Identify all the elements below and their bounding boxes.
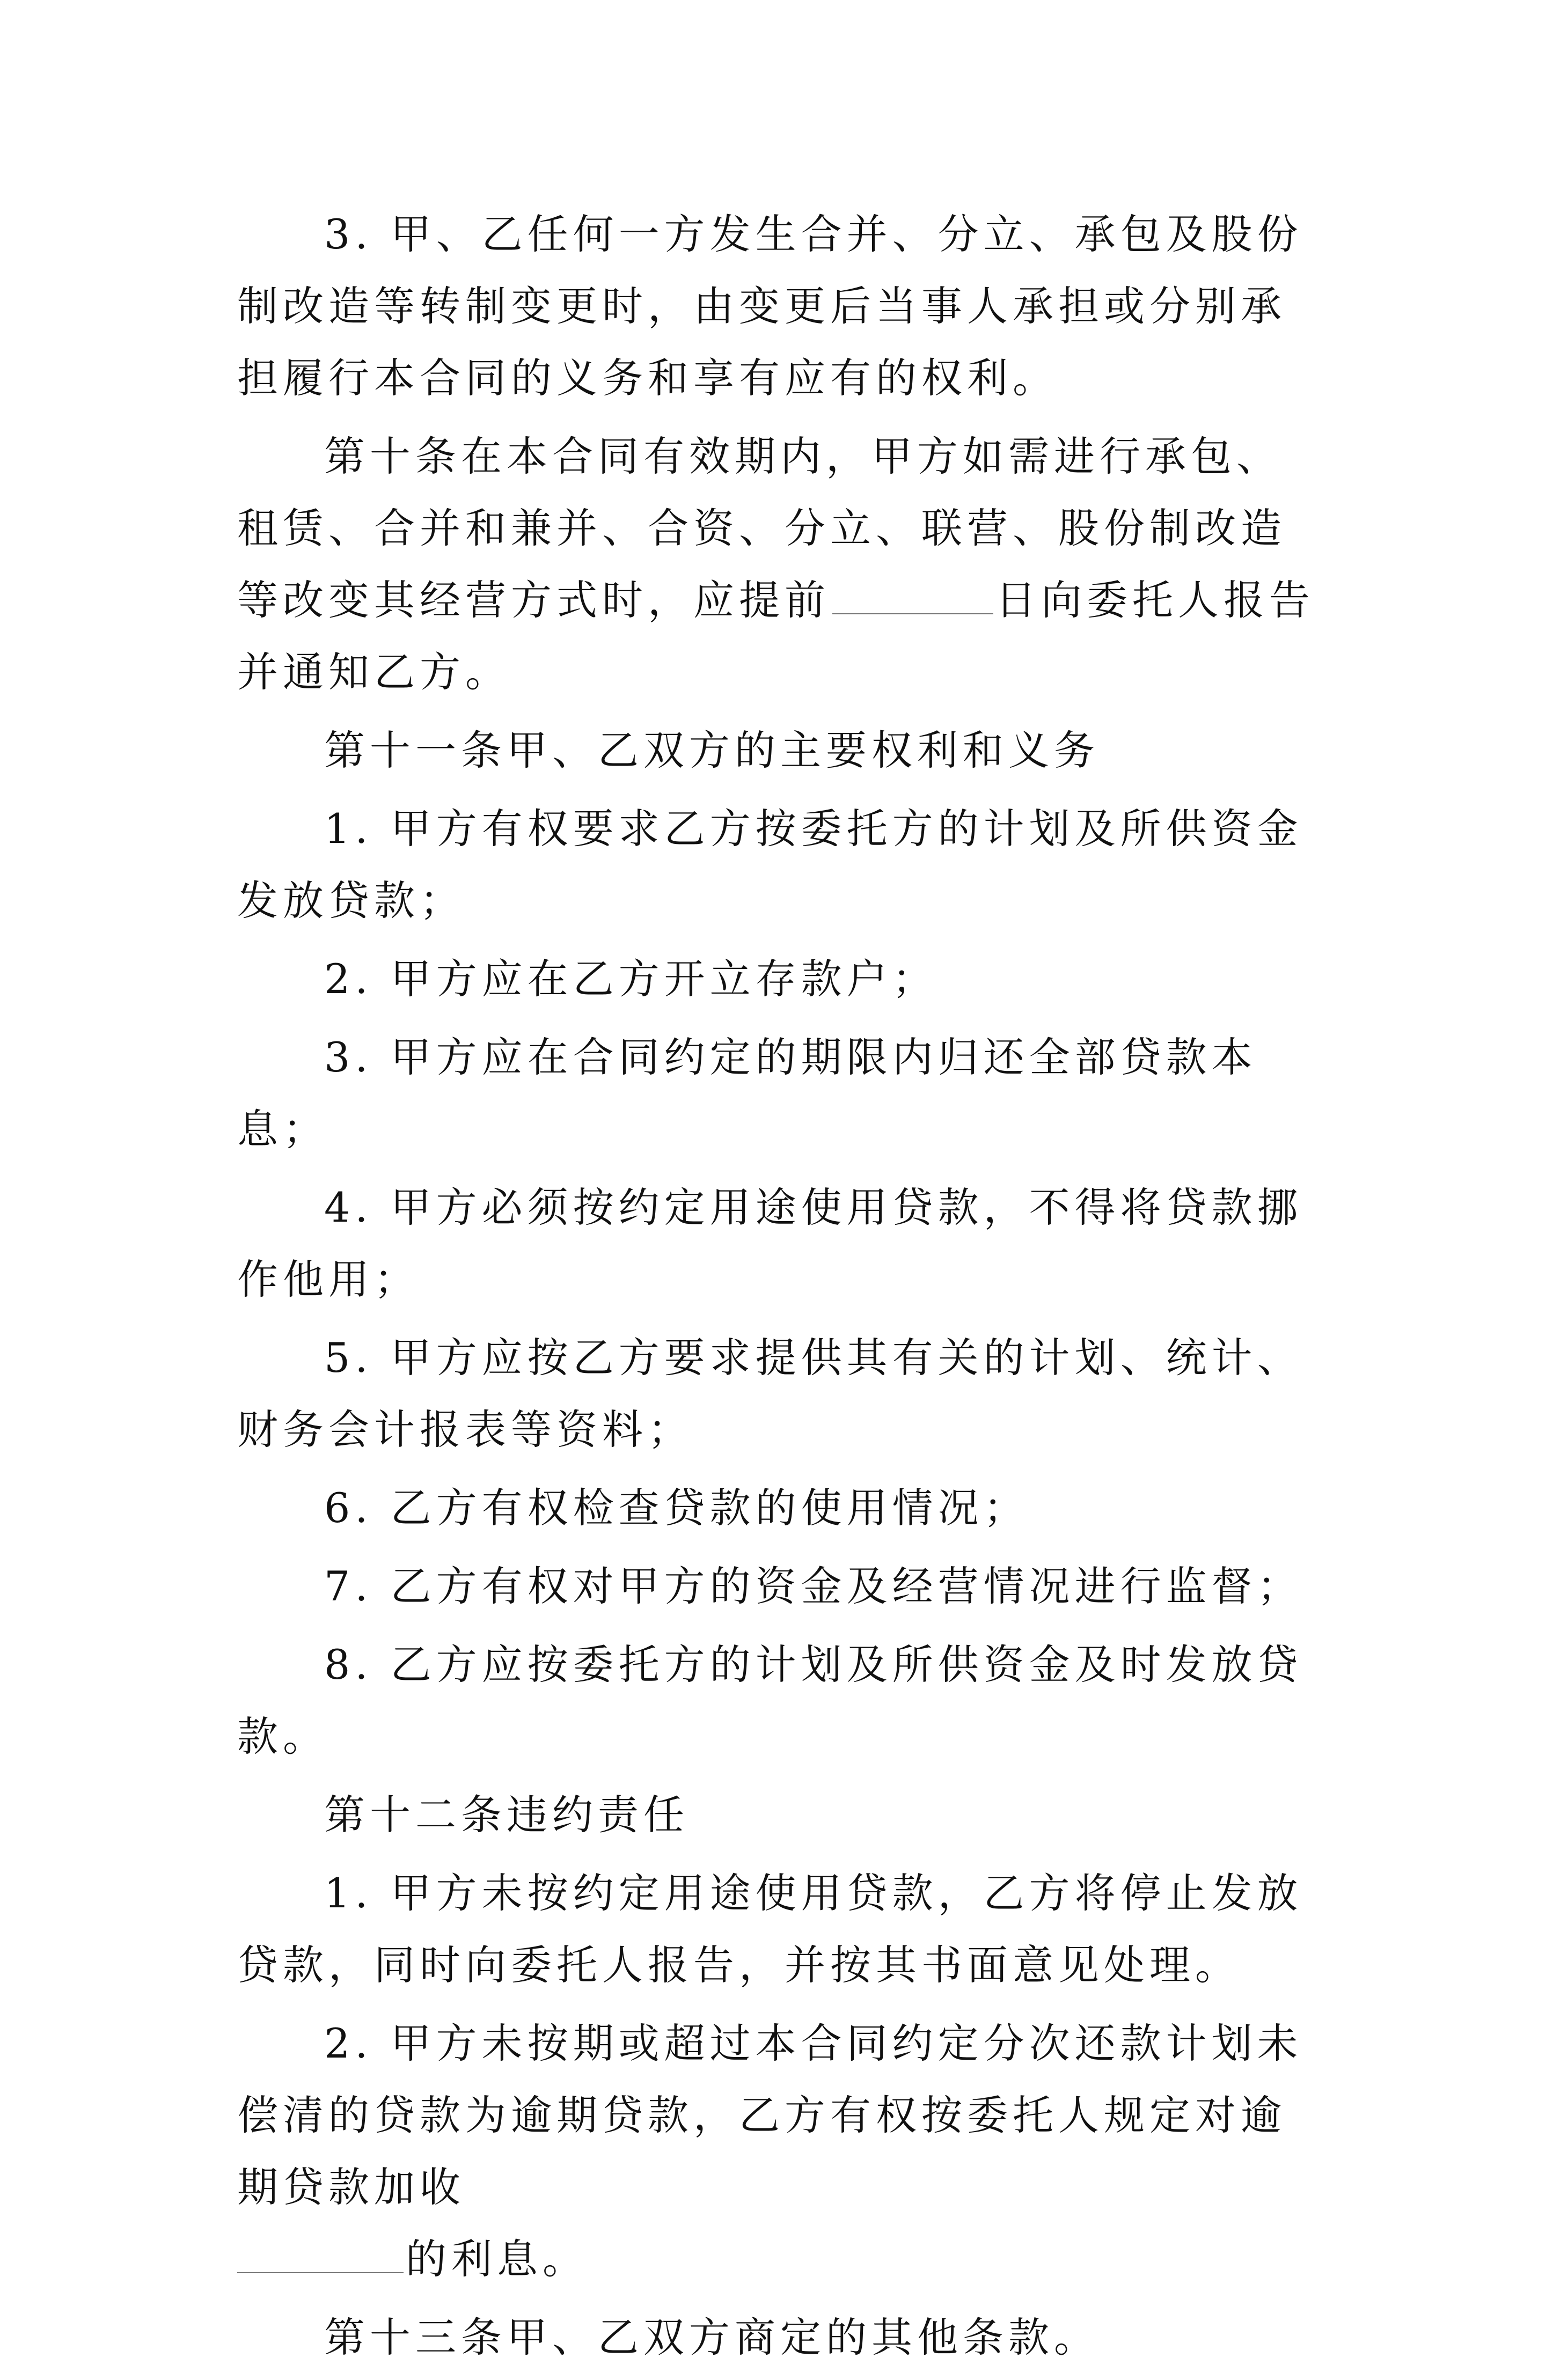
days-blank-field[interactable] xyxy=(832,581,993,614)
list-item-7: 7. 乙方有权对甲方的资金及经营情况进行监督； xyxy=(324,1562,1303,1610)
list-item-3: 3. 甲方应在合同约定的期限内归还全部贷款本息； xyxy=(237,1033,1257,1153)
article-10-text-before: 第十条在本合同有效期内，甲方如需进行承包、租赁、合并和兼并、合资、分立、联营、股份制改造等改变其经营方式时，应提前 xyxy=(237,432,1286,624)
heading-article-11: 第十一条甲、乙双方的主要权利和义务 xyxy=(324,726,1100,774)
paragraph-3-merger: 3. 甲、乙任何一方发生合并、分立、承包及股份制改造等转制变更时，由变更后当事人承担或分别承担履行本合同的义务和享有应有的权利。 xyxy=(237,210,1303,402)
interest-text-after: 的利息。 xyxy=(406,2235,588,2283)
heading-article-13: 第十三条甲、乙双方商定的其他条款。 xyxy=(324,2313,1100,2361)
list-item-5: 5. 甲方应按乙方要求提供其有关的计划、统计、财务会计报表等资料； xyxy=(237,1334,1303,1453)
document-body xyxy=(237,199,1327,2380)
liability-item-1: 1. 甲方未按约定用途使用贷款，乙方将停止发放贷款，同时向委托人报告，并按其书面意见处理。 xyxy=(237,1869,1303,1989)
list-item-8: 8. 乙方应按委托方的计划及所供资金及时发放贷款。 xyxy=(237,1641,1303,1760)
list-item-6: 6. 乙方有权检查贷款的使用情况； xyxy=(324,1484,1029,1532)
paragraph-article-10 xyxy=(237,421,1327,708)
interest-blank-field[interactable] xyxy=(237,2240,404,2273)
list-item-4: 4. 甲方必须按约定用途使用贷款，不得将贷款挪作他用； xyxy=(237,1184,1303,1303)
list-item-1: 1. 甲方有权要求乙方按委托方的计划及所供资金发放贷款； xyxy=(237,805,1303,924)
list-item-2: 2. 甲方应在乙方开立存款户； xyxy=(324,955,938,1003)
heading-article-12: 第十二条违约责任 xyxy=(324,1791,689,1839)
liability-item-2: 2. 甲方未按期或超过本合同约定分次还款计划未偿清的贷款为逾期贷款，乙方有权按委托人规定对逾期贷款加收 xyxy=(237,2019,1303,2211)
interest-blank-line xyxy=(237,2223,1327,2295)
article-10-text-after: 日向委托人报告并通知乙方。 xyxy=(237,576,1315,696)
